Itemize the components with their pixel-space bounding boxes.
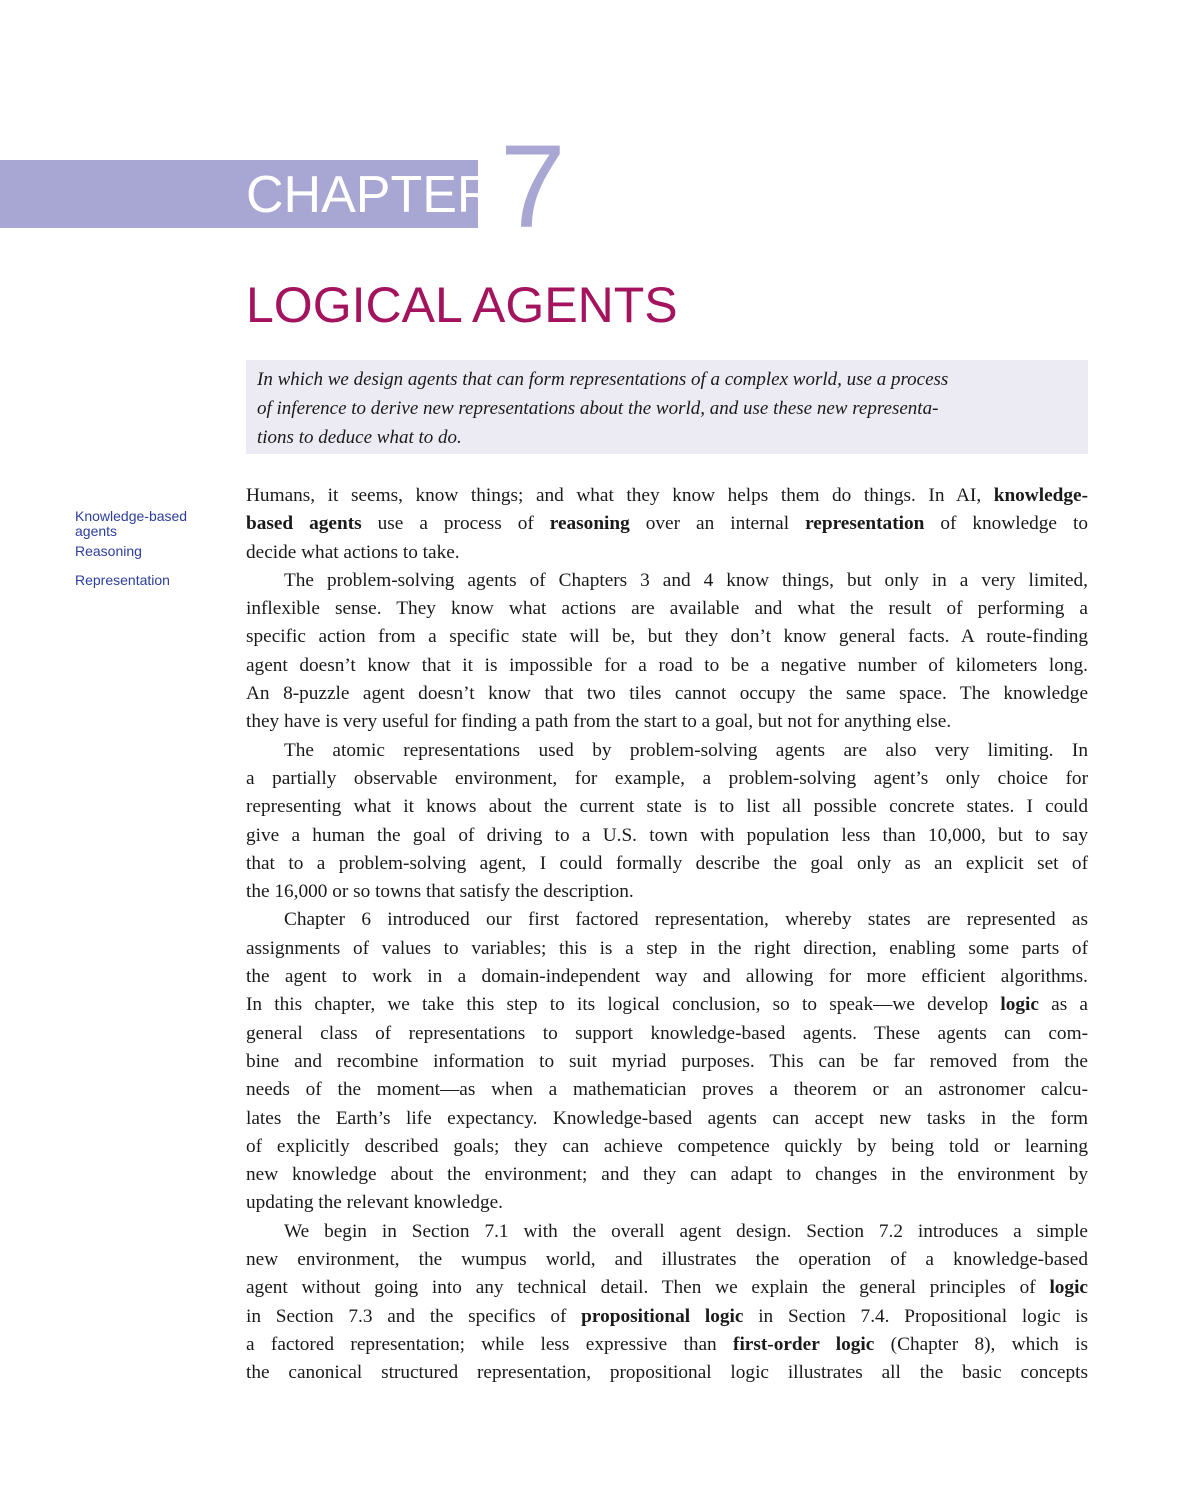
text-line: the 16,000 or so towns that satisfy the description. bbox=[246, 881, 634, 903]
text-line: give a human the goal of driving to a U.S. town with population less than 10,000, but to say bbox=[246, 824, 1088, 846]
term-reasoning: reasoning bbox=[549, 513, 630, 535]
term-knowledge-based-agents: knowledge- bbox=[993, 485, 1088, 506]
text-line: In this chapter, we take this step to its logical conclusion, so to speak—we develop logic as a bbox=[246, 994, 1088, 1016]
chapter-label: CHAPTER bbox=[246, 166, 495, 224]
text-line: updating the relevant knowledge. bbox=[246, 1192, 504, 1214]
text-line: Humans, it seems, know things; and what they know helps them do things. In AI, knowledge- bbox=[246, 485, 1088, 506]
margin-note-agents: agents bbox=[75, 523, 118, 539]
margin-note-representation: Representation bbox=[75, 572, 170, 588]
intro-line: In which we design agents that can form representations of a complex world, use a process bbox=[257, 369, 949, 390]
text-line: general class of representations to support knowledge-based agents. These agents can com- bbox=[246, 1022, 1088, 1044]
text-line: new knowledge about the environment; and they can adapt to changes in the environment by bbox=[246, 1164, 1088, 1186]
text-line: assignments of values to variables; this is a step in the right direction, enabling some parts of bbox=[246, 937, 1088, 959]
text-line: that to a problem-solving agent, I could formally describe the goal only as an explicit set of bbox=[246, 852, 1088, 874]
term-first-order-logic: first-order logic bbox=[733, 1333, 875, 1355]
text-line: Chapter 6 introduced our first factored representation, whereby states are represented as bbox=[284, 909, 1088, 931]
text-line: based agents use a process of reasoning over an internal representation of knowledge to bbox=[246, 513, 1088, 535]
text-line: agent without going into any technical detail. Then we explain the general principles of logic bbox=[246, 1277, 1088, 1299]
term-logic: logic bbox=[1000, 994, 1039, 1016]
text-line: the canonical structured representation, propositional logic illustrates all the basic concepts bbox=[246, 1362, 1088, 1384]
text-line: inflexible sense. They know what actions are available and what the result of performing a bbox=[246, 598, 1088, 620]
text-line: agent doesn’t know that it is impossible for a road to be a negative number of kilometers long. bbox=[246, 654, 1088, 676]
term-logic: logic bbox=[1049, 1277, 1088, 1299]
text-line: needs of the moment—as when a mathematician proves a theorem or an astronomer calcu- bbox=[246, 1079, 1088, 1101]
term-representation: representation bbox=[805, 513, 925, 535]
text-line: We begin in Section 7.1 with the overall agent design. Section 7.2 introduces a simple bbox=[284, 1220, 1088, 1242]
text-line: bine and recombine information to suit myriad purposes. This can be far removed from the bbox=[246, 1050, 1088, 1072]
text-line: decide what actions to take. bbox=[246, 541, 460, 563]
text-line: The atomic representations used by problem-solving agents are also very limiting. In bbox=[284, 739, 1088, 761]
margin-note-knowledge-based: Knowledge-based bbox=[75, 508, 188, 524]
text-line: The problem-solving agents of Chapters 3 and 4 know things, but only in a very limited, bbox=[284, 569, 1088, 591]
text-line: in Section 7.3 and the specifics of propositional logic in Section 7.4. Propositional logic is bbox=[246, 1305, 1089, 1327]
body-text bbox=[246, 482, 1088, 1388]
text-line: of explicitly described goals; they can achieve competence quickly by being told or learning bbox=[246, 1135, 1088, 1157]
text-line: representing what it knows about the current state is to list all possible concrete states. I could bbox=[246, 796, 1088, 818]
term-propositional-logic: propositional logic bbox=[581, 1305, 744, 1327]
text-line: new environment, the wumpus world, and illustrates the operation of a knowledge-based bbox=[246, 1249, 1088, 1271]
text-line: specific action from a specific state will be, but they don’t know general facts. A route-finding bbox=[246, 626, 1088, 648]
chapter-title: LOGICAL AGENTS bbox=[246, 277, 678, 333]
text-line: a partially observable environment, for example, a problem-solving agent’s only choice for bbox=[246, 767, 1088, 789]
term-knowledge-based-agents: based agents bbox=[246, 513, 362, 535]
chapter-intro bbox=[246, 360, 1088, 454]
intro-line: of inference to derive new representations about the world, and use these new representa- bbox=[257, 398, 939, 419]
text-line: lates the Earth’s life expectancy. Knowledge-based agents can accept new tasks in the form bbox=[246, 1107, 1088, 1129]
intro-line: tions to deduce what to do. bbox=[257, 427, 462, 448]
chapter-number: 7 bbox=[500, 121, 566, 253]
text-line: they have is very useful for finding a path from the start to a goal, but not for anything else. bbox=[246, 711, 952, 733]
text-line: An 8-puzzle agent doesn’t know that two tiles cannot occupy the same space. The knowledge bbox=[246, 683, 1088, 705]
text-line: a factored representation; while less expressive than first-order logic (Chapter 8), which is bbox=[246, 1333, 1089, 1355]
margin-note-reasoning: Reasoning bbox=[75, 543, 142, 559]
text-line: the agent to work in a domain-independent way and allowing for more efficient algorithms. bbox=[246, 966, 1088, 988]
